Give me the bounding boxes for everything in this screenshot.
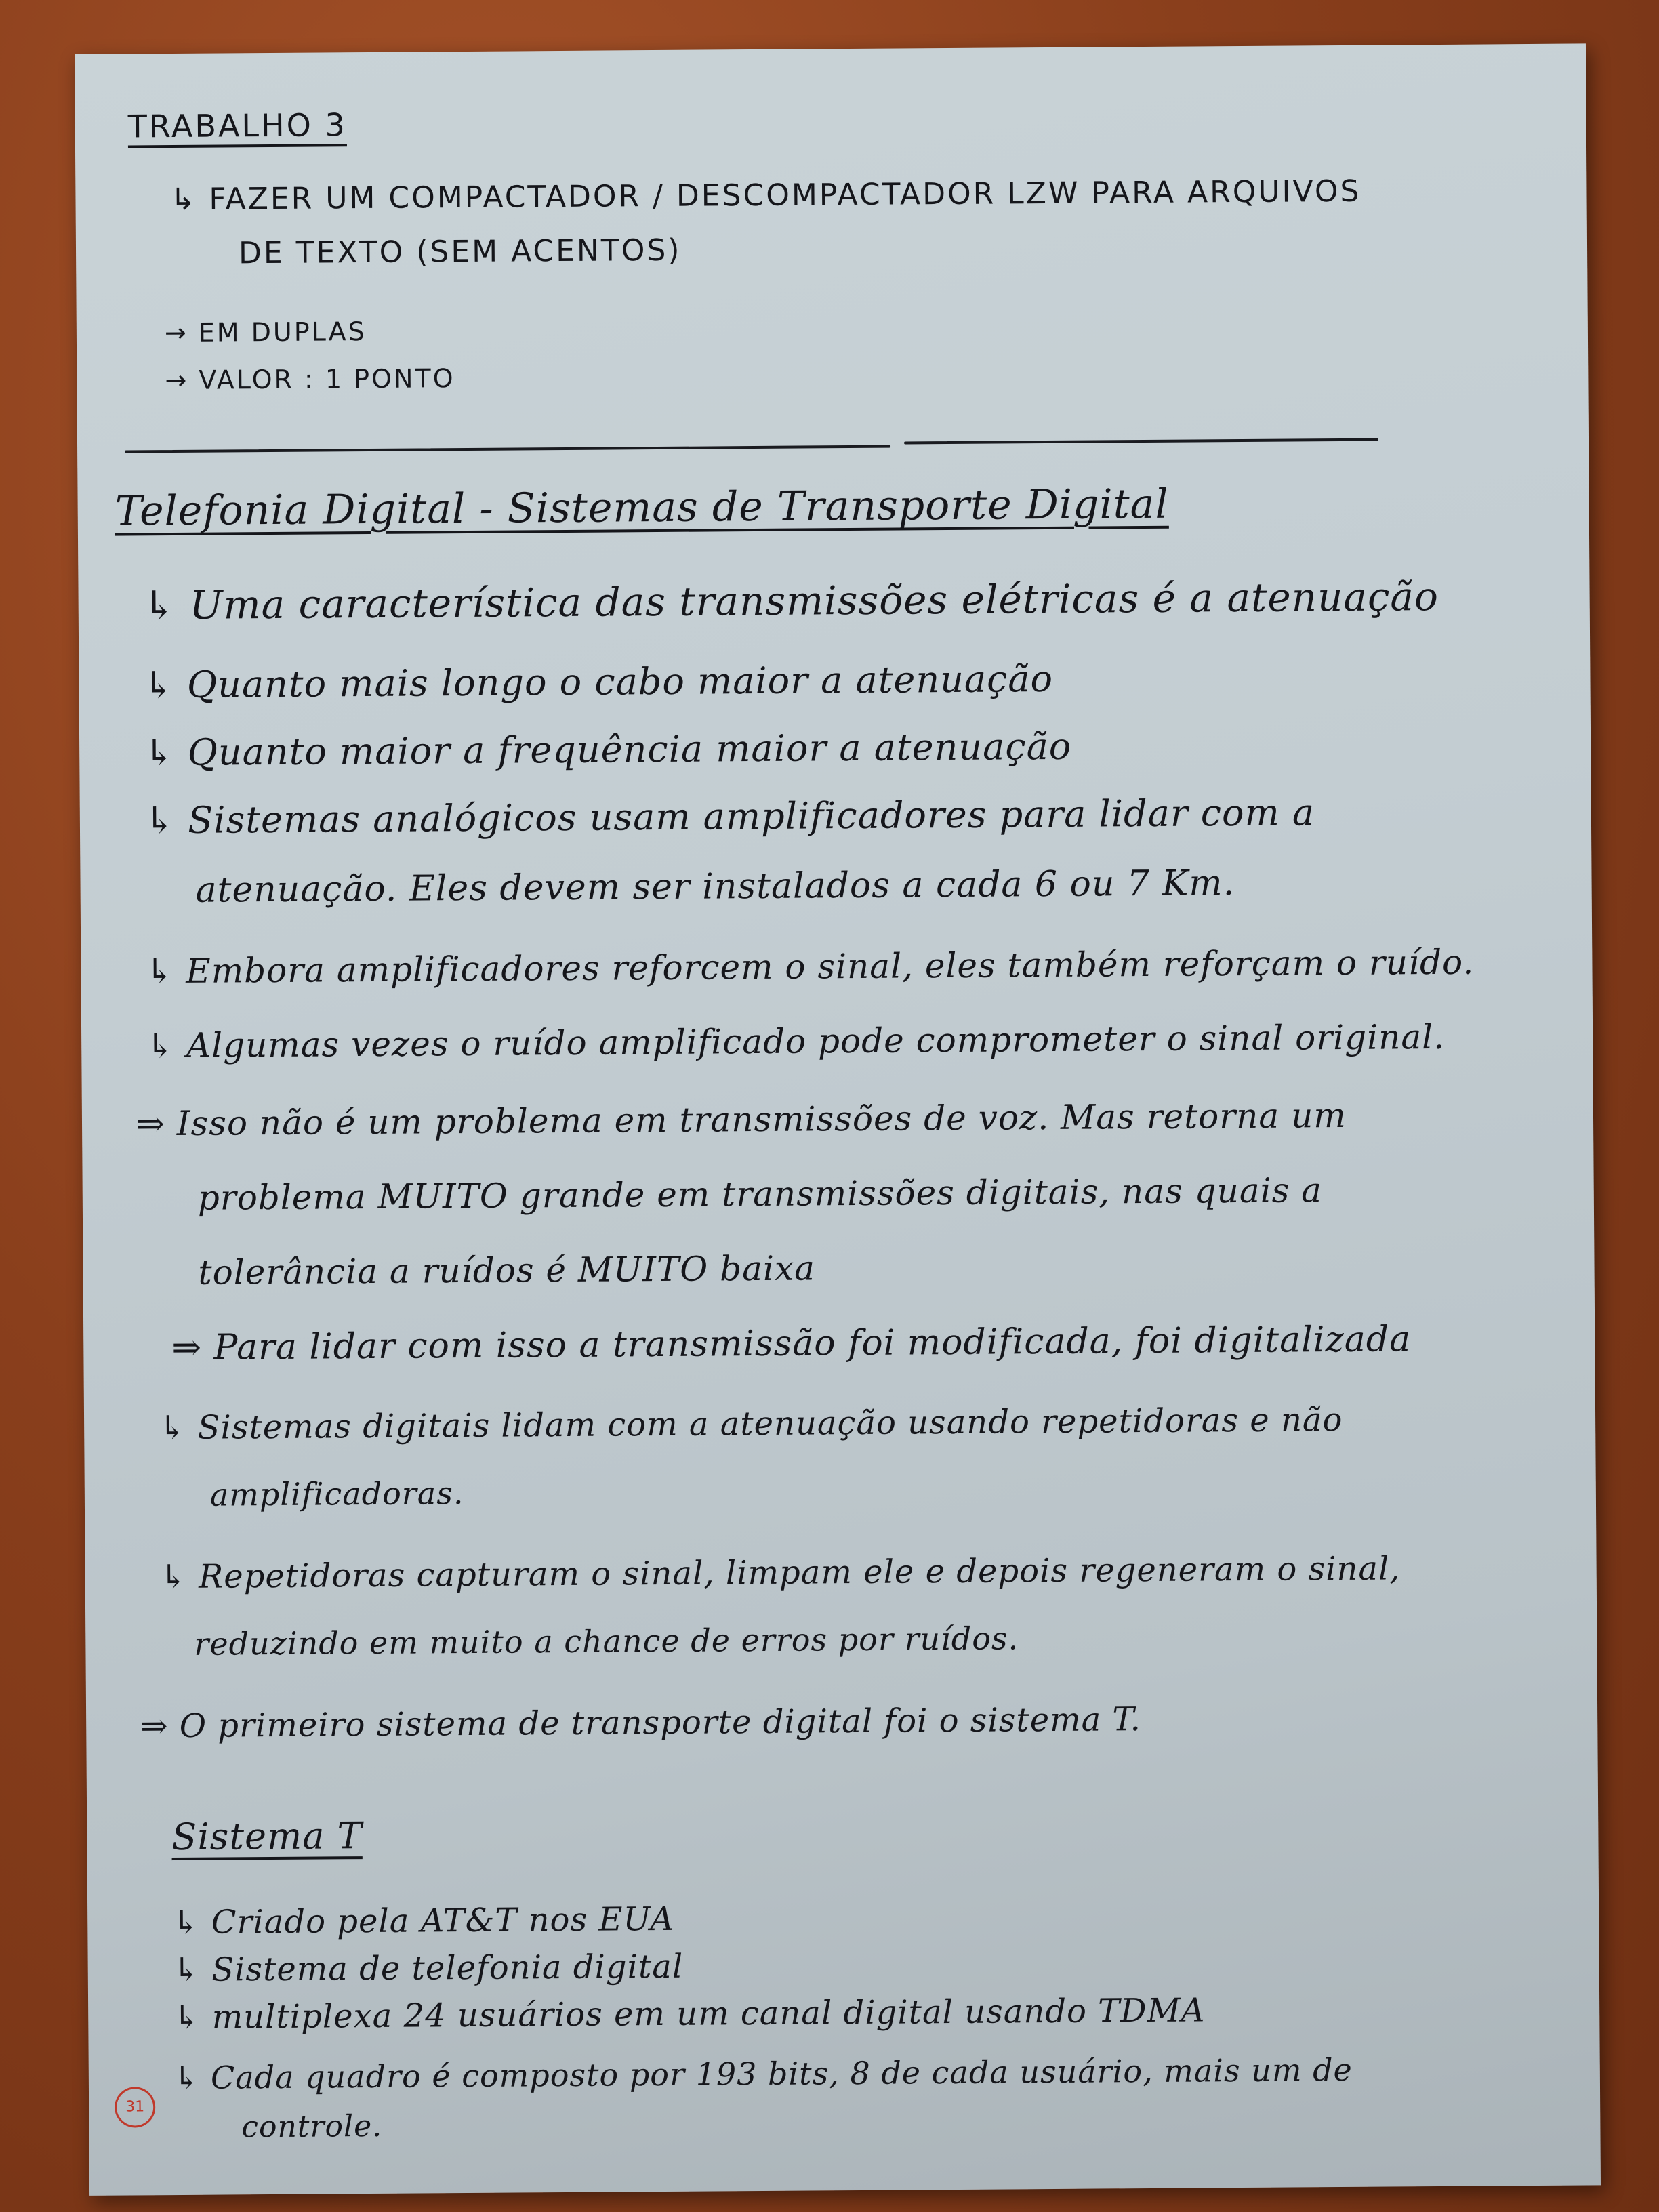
note-line: ↳ Quanto maior a frequência maior a atenuação xyxy=(143,724,1072,775)
note-line: ↳ Sistemas analógicos usam amplificadores para lidar com a xyxy=(144,791,1315,842)
note-line: ↳ Repetidoras capturam o sinal, limpam ele e depois regeneram o sinal, xyxy=(159,1549,1401,1597)
note-line: ↳ Criado pela AT&T nos EUA xyxy=(172,1900,675,1942)
note-line: ↳ Embora amplificadores reforcem o sinal, eles também reforçam o ruído. xyxy=(145,942,1475,991)
note-line: ↳ Sistemas digitais lidam com a atenuação usando repetidoras e não xyxy=(158,1400,1343,1448)
note-line: ↳ Sistema de telefonia digital xyxy=(172,1947,684,1990)
note-line: ↳ Algumas vezes o ruído amplificado pode comprometer o sinal original. xyxy=(146,1017,1446,1066)
section-title-telefonia-digital: Telefonia Digital - Sistemas de Transporte Digital xyxy=(115,480,1169,535)
divider-left xyxy=(125,445,890,453)
notebook-page xyxy=(75,43,1601,2195)
note-line: ⇒ Isso não é um problema em transmissões de voz. Mas retorna um xyxy=(136,1095,1347,1144)
assignment-task-line2: DE TEXTO (SEM ACENTOS) xyxy=(238,232,682,271)
assignment-note-value: → VALOR : 1 PONTO xyxy=(165,363,455,396)
assignment-note-pairs: → EM DUPLAS xyxy=(164,316,367,348)
note-line: ⇒ Para lidar com isso a transmissão foi modificada, foi digitalizada xyxy=(171,1319,1412,1369)
divider-right xyxy=(904,438,1378,445)
note-line: controle. xyxy=(241,2108,383,2145)
note-line: problema MUITO grande em transmissões digitais, nas quais a xyxy=(197,1170,1323,1218)
note-line: ↳ multiplexa 24 usuários em um canal digital usando TDMA xyxy=(173,1991,1206,2037)
note-line: ↳ Cada quadro é composto por 193 bits, 8 de cada usuário, mais um de xyxy=(173,2051,1353,2097)
section-title-sistema-t: Sistema T xyxy=(171,1814,363,1859)
note-line: ⇒ O primeiro sistema de transporte digital foi o sistema T. xyxy=(140,1700,1141,1746)
note-line: ↳ Uma característica das transmissões elétricas é a atenuação xyxy=(142,573,1439,629)
assignment-task-line1: ↳ FAZER UM COMPACTADOR / DESCOMPACTADOR LZW PARA ARQUIVOS xyxy=(170,173,1361,218)
note-line: ↳ Quanto mais longo o cabo maior a atenuação xyxy=(143,657,1054,707)
assignment-title: TRABALHO 3 xyxy=(127,106,347,145)
note-line: amplificadoras. xyxy=(209,1475,464,1513)
note-line: reduzindo em muito a chance de erros por ruídos. xyxy=(194,1620,1019,1662)
note-line: tolerância a ruídos é MUITO baixa xyxy=(198,1248,816,1292)
page-number: 31 xyxy=(115,2087,155,2127)
note-line: atenuação. Eles devem ser instalados a cada 6 ou 7 Km. xyxy=(195,863,1235,911)
